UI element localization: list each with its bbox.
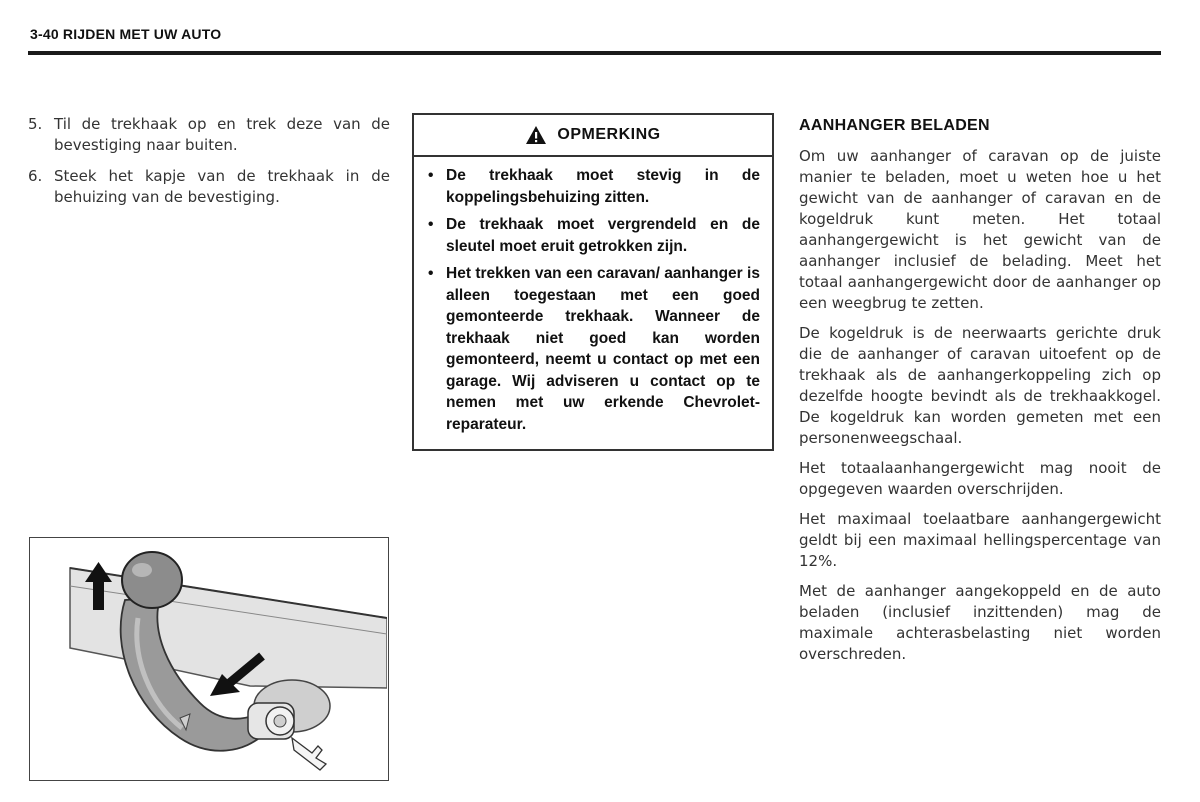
header-rule — [28, 51, 1161, 55]
notice-item-text: Het trekken van een caravan/ aanhanger is alleen toegestaan met een goed gemonteerde trekhaak. Wanneer de trekhaak niet goed kan worden gemonteerd, neemt u contact op met een garage. Wij adviseren u contact op te nemen met uw erkende Chevrolet-reparateur. — [446, 265, 760, 433]
paragraph: Om uw aanhanger of caravan op de juiste manier te beladen, moet u weten hoe u het gewicht van de aanhanger of caravan en de kogeldruk kunt meten. Het totaal aanhangergewicht is het gewicht van de aanhanger inclusief de belading. Meet het totaal aanhangergewicht door de aanhanger op een weegbrug te zetten. — [799, 147, 1161, 312]
list-item — [428, 214, 760, 257]
list-item — [28, 114, 390, 156]
bumper-shape — [70, 568, 387, 688]
paragraph: Met de aanhanger aangekoppeld en de auto beladen (inclusief inzittenden) mag de maximale achterasbelasting niet worden overschreden. — [799, 582, 1161, 663]
list-item — [428, 165, 760, 208]
list-item — [428, 263, 760, 435]
paragraph: De kogeldruk is de neerwaarts gerichte druk die de aanhanger of caravan uitoefent op de trekhaak als de aanhangerkoppeling zich op dezelfde hoogte bevindt als de trekhaakkogel. De kogeldruk kan worden gemeten met een personenweegschaal. — [799, 324, 1161, 447]
step-number: 6. — [28, 167, 43, 185]
notice-list — [414, 157, 772, 435]
bullet: • — [428, 167, 434, 184]
notice-header — [414, 115, 772, 157]
bullet: • — [428, 265, 434, 282]
warning-triangle-icon — [525, 125, 547, 145]
section-trailer-loading — [799, 117, 1161, 674]
tow-ball — [122, 552, 182, 608]
tow-hook-illustration — [29, 537, 389, 781]
list-item — [28, 166, 390, 208]
paragraph: Het totaalaanhangergewicht mag nooit de opgegeven waarden overschrijden. — [799, 459, 1161, 498]
step-text: Steek het kapje van de trekhaak in de behuizing van de bevestiging. — [54, 167, 390, 206]
notice-item-text: De trekhaak moet stevig in de koppelingsbehuizing zitten. — [446, 167, 760, 206]
section-title: AANHANGER BELADEN — [799, 117, 990, 134]
notice-title: OPMERKING — [557, 126, 661, 143]
steps-list — [28, 114, 390, 218]
page-header: 3-40 RIJDEN MET UW AUTO — [30, 26, 222, 42]
notice-box — [412, 113, 774, 451]
paragraph: Het maximaal toelaatbare aanhangergewicht geldt bij een maximaal hellingspercentage van 12%. — [799, 510, 1161, 570]
key-shape — [292, 738, 326, 770]
step-number: 5. — [28, 115, 43, 133]
notice-item-text: De trekhaak moet vergrendeld en de sleutel moet eruit getrokken zijn. — [446, 216, 760, 255]
step-text: Til de trekhaak op en trek deze van de bevestiging naar buiten. — [54, 115, 390, 154]
bullet: • — [428, 216, 434, 233]
